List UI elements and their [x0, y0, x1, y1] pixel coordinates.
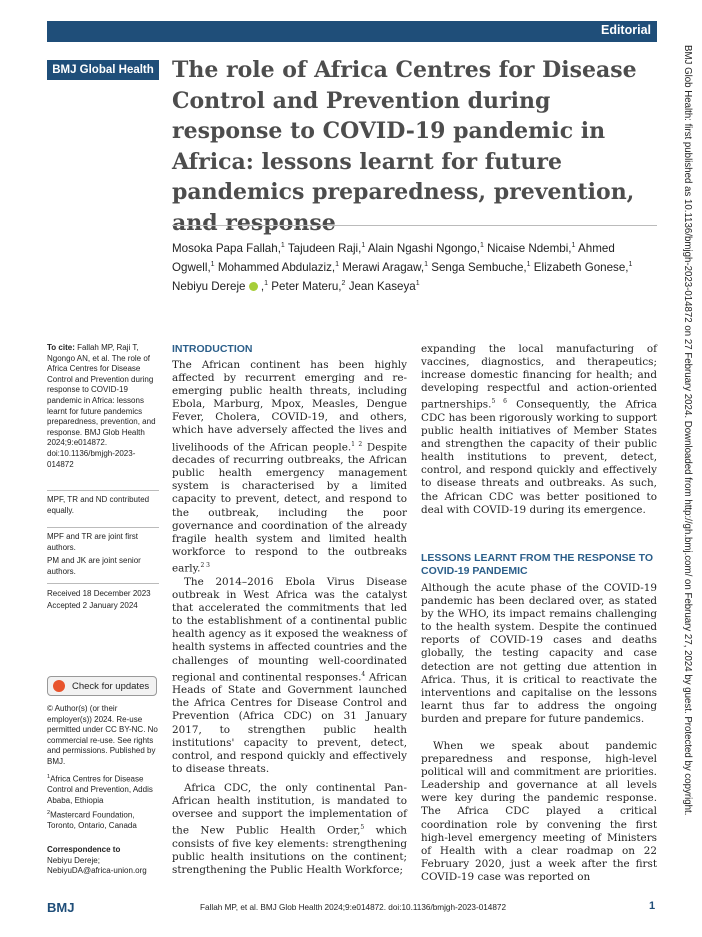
check-for-updates-button[interactable]: Check for updates [47, 676, 157, 696]
download-notice: BMJ Glob Health: first published as 10.1136/bmjgh-2023-014872 on 27 February 2024. Downloaded from http://gh.bmj.com/ on February 27, 2024 by guest. Protected by copyright. [682, 45, 693, 816]
sidebar-divider [47, 490, 159, 491]
journal-badge: BMJ Global Health [47, 60, 159, 80]
reference-link[interactable]: 4 [361, 670, 366, 678]
orcid-icon[interactable] [249, 282, 258, 291]
article-title: The role of Africa Centres for Disease Control and Prevention during response to COVID-19 pandemic in Africa: lessons learnt for future pandemics preparedness, prevention, and response [172, 57, 637, 236]
paragraph: When we speak about pandemic preparedness and response, high-level political will and commitment are priorities. Leadership and governance at all levels were key during the pandemic response. The Africa CDC played a critical coordination role by convening the first high-level emergency meeting of Ministers of Health with a clear roadmap on 22 February 2020, just a week after the first COVID-19 case was reported on [421, 740, 657, 883]
paragraph: The African continent has been highly affected by recurrent emerging and re-emerging public health threats, including Ebola, Marburg, Mpox, Measles, Dengue Fever, Cholera, COVID-19, and others, which have adversely affected the lives and livelihoods of the African people.$^{1 2}$ Despite decades of recurring outbreaks, the African public health emergency management system is characterised by a limited capacity to prevent, detect, and respond to the outbreak, including the poor governance and coordination of the already fragile health system and limited health workforce to respond to the outbreaks early.$^{2 3}$ [172, 359, 407, 575]
author[interactable]: Nebiyu Dereje ,$^1$ [172, 279, 269, 293]
paragraph: expanding the local manufacturing of vaccines, diagnostics, and therapeutics; increase domestic financing for health; and developing respectful and action-oriented partnerships.$^{5 6}$ Consequently, the Africa CDC has been rigorously working to support public health initiatives of Member States and strengthen the capacity of their public health institutions to prevent, detect, control, and respond quickly and effectively to disease threats and outbreaks. As such, the African CDC was better positioned to deal with COVID-19 during its emergence. [421, 343, 657, 516]
contribution-note: MPF, TR and ND contributed equally. [47, 495, 150, 515]
citation-note: To cite: Fallah MP, Raji T, Ngongo AN, et al. The role of Africa Centres for Disease Control and Prevention during response to COVID-19 pandemic in Africa: lessons learnt for future pandemics preparedness, prevention, and response. BMJ Glob Health 2024;9:e014872. doi:10.1136/bmjgh-2023-014872 [47, 343, 156, 469]
sidebar-divider [47, 527, 159, 528]
reference-link[interactable]: 1 2 [351, 440, 363, 448]
reference-link[interactable]: 5 6 [491, 398, 507, 406]
section-banner [47, 21, 657, 42]
section-label: Editorial [600, 23, 651, 37]
joint-senior-note: PM and JK are joint senior authors. [47, 556, 141, 576]
author[interactable]: Peter Materu,$^2$ [271, 279, 346, 293]
author[interactable]: Senga Sembuche,$^1$ [431, 260, 531, 274]
author[interactable]: Merawi Aragaw,$^1$ [342, 260, 428, 274]
correspondence: Correspondence to Nebiyu Dereje; NebiyuDA@africa-union.org [47, 845, 147, 876]
bmj-logo: BMJ [47, 900, 75, 915]
paragraph: Africa CDC, the only continental Pan-African health institution, is mandated to oversee and support the implementation of the New Public Health Order,$^5$ which consists of five key elements: strengthening public health insitutions on the continent; strengthening the Public Health Workforce; [172, 782, 407, 877]
accepted-date: Accepted 2 January 2024 [47, 601, 138, 610]
received-date: Received 18 December 2023 [47, 589, 151, 598]
title-divider [172, 225, 657, 226]
affiliation: $^1$Africa Centres for Disease Control and Prevention, Addis Ababa, Ethiopia [47, 774, 153, 805]
reference-link[interactable]: 2 3 [200, 561, 210, 569]
author[interactable]: Ahmed Ogwell,$^1$ [172, 241, 615, 274]
check-updates-icon [53, 680, 65, 692]
section-heading-introduction: INTRODUCTION [172, 343, 253, 355]
sidebar-divider [47, 583, 159, 584]
reference-link[interactable]: 5 [360, 824, 365, 832]
page-number: 1 [649, 900, 656, 912]
author[interactable]: Elizabeth Gonese,$^1$ [533, 260, 633, 274]
copyright-note: © Author(s) (or their employer(s)) 2024. Re-use permitted under CC BY-NC. No commercial re-use. See rights and permissions. Published by BMJ. [47, 704, 158, 766]
author[interactable]: Mosoka Papa Fallah,$^1$ [172, 241, 285, 255]
correspondence-email[interactable]: NebiyuDA@africa-union.org [47, 866, 147, 876]
section-heading-lessons: LESSONS LEARNT FROM THE RESPONSE TO COVID-19 PANDEMIC [421, 552, 653, 577]
author[interactable]: Tajudeen Raji,$^1$ [287, 241, 366, 255]
author-list [172, 238, 657, 295]
joint-first-note: MPF and TR are joint first authors. [47, 532, 138, 552]
author[interactable]: Jean Kaseya$^1$ [348, 279, 420, 293]
affiliation: $^2$Mastercard Foundation, Toronto, Ontario, Canada [47, 810, 137, 831]
author[interactable]: Mohammed Abdulaziz,$^1$ [217, 260, 340, 274]
paragraph: The 2014–2016 Ebola Virus Disease outbreak in West Africa was the catalyst that accelerated the commitments that led to the establishment of a continental public health agency as it exposed the weakness of health systems in affected countries and the challenges of mounting well-coordinated regional and continental responses.$^4$ African Heads of State and Government launched the Africa Centres for Disease Control and Prevention (Africa CDC) on 31 January 2017, to strengthen public health institutions' capacity to prevent, detect, control, and respond quickly and effectively to disease threats. [172, 576, 407, 775]
author[interactable]: Alain Ngashi Ngongo,$^1$ [367, 241, 484, 255]
author[interactable]: Nicaise Ndembi,$^1$ [487, 241, 576, 255]
footer-citation: Fallah MP, et al. BMJ Glob Health 2024;9:e014872. doi:10.1136/bmjgh-2023-014872 [200, 903, 507, 912]
paragraph: Although the acute phase of the COVID-19 pandemic has been declared over, as stated by the WHO, its impact remains challenging to the health system. Despite the continued reports of COVID-19 cases and deaths globally, the testing capacity and case detection are not getting due attention in Africa. Thus, it is critical to reactivate the interventions and capitalise on the lessons learnt thus far to address the ongoing burden and prepare for future pandemics. [421, 582, 657, 725]
